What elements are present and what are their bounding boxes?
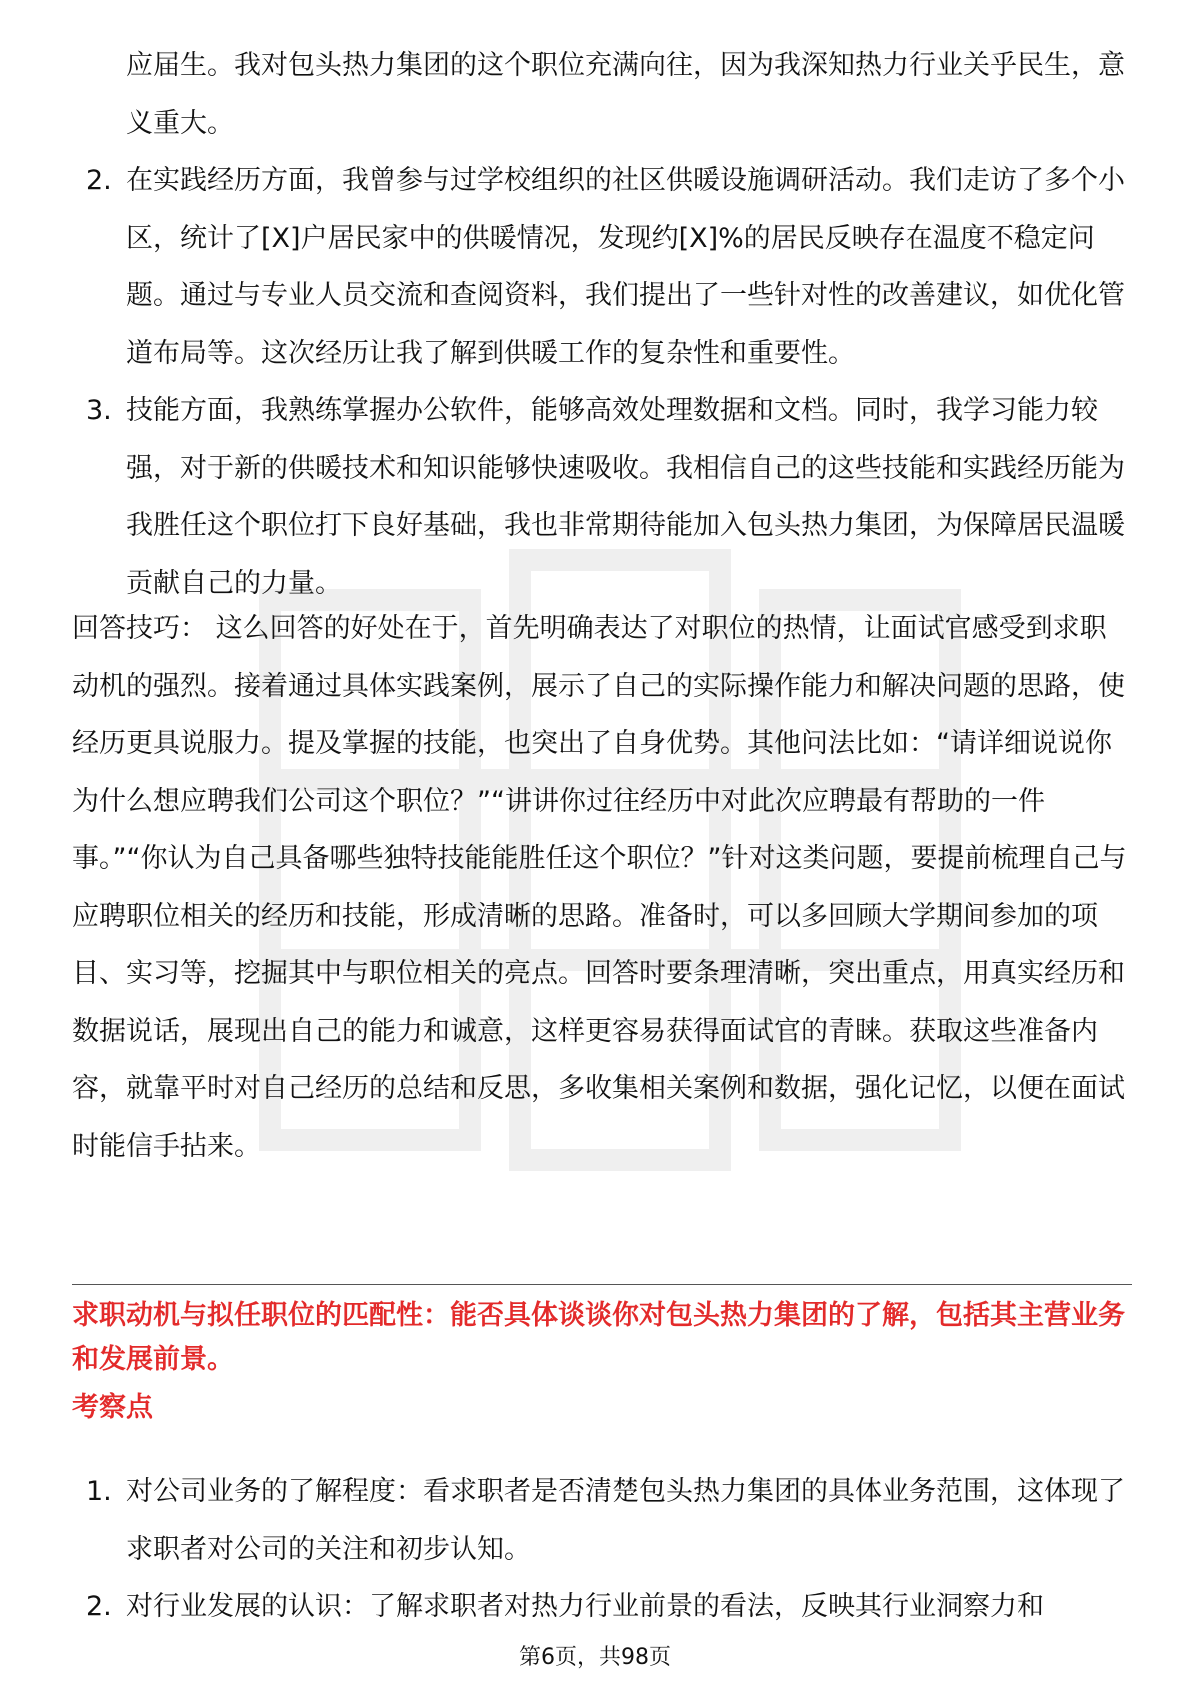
question-heading: 求职动机与拟任职位的匹配性：能否具体谈谈你对包头热力集团的了解，包括其主营业务和发展前景。 xyxy=(72,1300,1125,1375)
answer-tips: 回答技巧： 这么回答的好处在于，首先明确表达了对职位的热情，让面试官感受到求职动机的强烈。接着通过具体实践案例，展示了自己的实际操作能力和解决问题的思路，使经历更具说服力。提及掌握的技能，也突出了自身优势。其他问法比如：“请详细说说你为什么想应聘我们公司这个职位？”“讲讲你过往经历中对此次应聘最有帮助的一件事。”“你认为自己具备哪些独特技能能胜任这个职位？”针对这类问题，要提前梳理自己与应聘职位相关的经历和技能，形成清晰的思路。准备时，可以多回顾大学期间参加的项目、实习等，挖掘其中与职位相关的亮点。回答时要条理清晰，突出重点，用真实经历和数据说话，展现出自己的能力和诚意，这样更容易获得面试官的青睐。获取这些准备内容，就靠平时对自己经历的总结和反思，多收集相关案例和数据，强化记忆，以便在面试时能信手拈来。 xyxy=(72,613,1127,1162)
page-footer: 第6页，共98页 xyxy=(519,1645,671,1670)
top-list xyxy=(72,37,1132,612)
list-item: 2. 在实践经历方面，我曾参与过学校组织的社区供暖设施调研活动。我们走访了多个小区，统计了[X]户居民家中的供暖情况，发现约[X]%的居民反映存在温度不稳定问题。通过与专业人员交流和查阅资料，我们提出了一些针对性的改善建议，如优化管道布局等。这次经历让我了解到供暖工作的复杂性和重要性。 xyxy=(86,165,1125,369)
list-item: 2. 对行业发展的认识：了解求职者对热力行业前景的看法，反映其行业洞察力和 xyxy=(86,1591,1044,1622)
examine-points-label: 考察点 xyxy=(72,1392,153,1423)
divider xyxy=(72,1284,1132,1285)
examine-list xyxy=(72,1463,1132,1636)
list-item: 3. 技能方面，我熟练掌握办公软件，能够高效处理数据和文档。同时，我学习能力较强，对于新的供暖技术和知识能够快速吸收。我相信自己的这些技能和实践经历能为我胜任这个职位打下良好基础，我也非常期待能加入包头热力集团，为保障居民温暖贡献自己的力量。 xyxy=(86,395,1125,599)
list-item-continuation: 应届生。我对包头热力集团的这个职位充满向往，因为我深知热力行业关乎民生，意义重大。 xyxy=(126,50,1125,139)
list-item: 1. 对公司业务的了解程度：看求职者是否清楚包头热力集团的具体业务范围，这体现了求职者对公司的关注和初步认知。 xyxy=(86,1476,1125,1565)
